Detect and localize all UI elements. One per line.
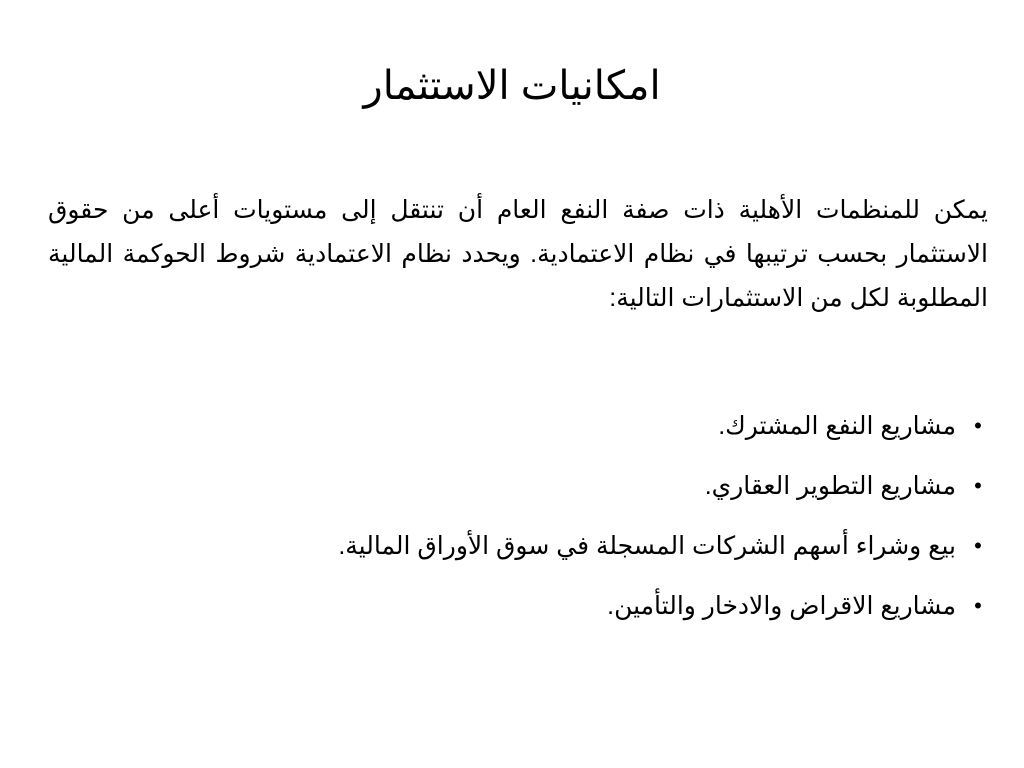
list-item — [48, 396, 988, 456]
slide-title: امكانيات الاستثمار — [363, 64, 661, 108]
intro-paragraph: يمكن للمنظمات الأهلية ذات صفة النفع العام أن تنتقل إلى مستويات أعلى من حقوق الاستثمار بحسب ترتيبها في نظام الاعتمادية. ويحدد نظام الاعتمادية شروط الحوكمة المالية المطلوبة لكل من الاستثمارات التالية: — [48, 196, 988, 312]
list-item-text: مشاريع الاقراض والادخار والتأمين. — [607, 592, 956, 620]
list-item — [48, 576, 988, 636]
bullet-list — [48, 396, 988, 636]
list-item-text: بيع وشراء أسهم الشركات المسجلة في سوق الأوراق المالية. — [338, 532, 956, 560]
bullet-icon: • — [974, 413, 982, 438]
list-item-text: مشاريع النفع المشترك. — [718, 412, 956, 440]
bullet-icon: • — [974, 473, 982, 498]
list-item — [48, 456, 988, 516]
bullet-icon: • — [974, 593, 982, 618]
bullet-icon: • — [974, 533, 982, 558]
list-item — [48, 516, 988, 576]
list-item-text: مشاريع التطوير العقاري. — [704, 472, 956, 500]
